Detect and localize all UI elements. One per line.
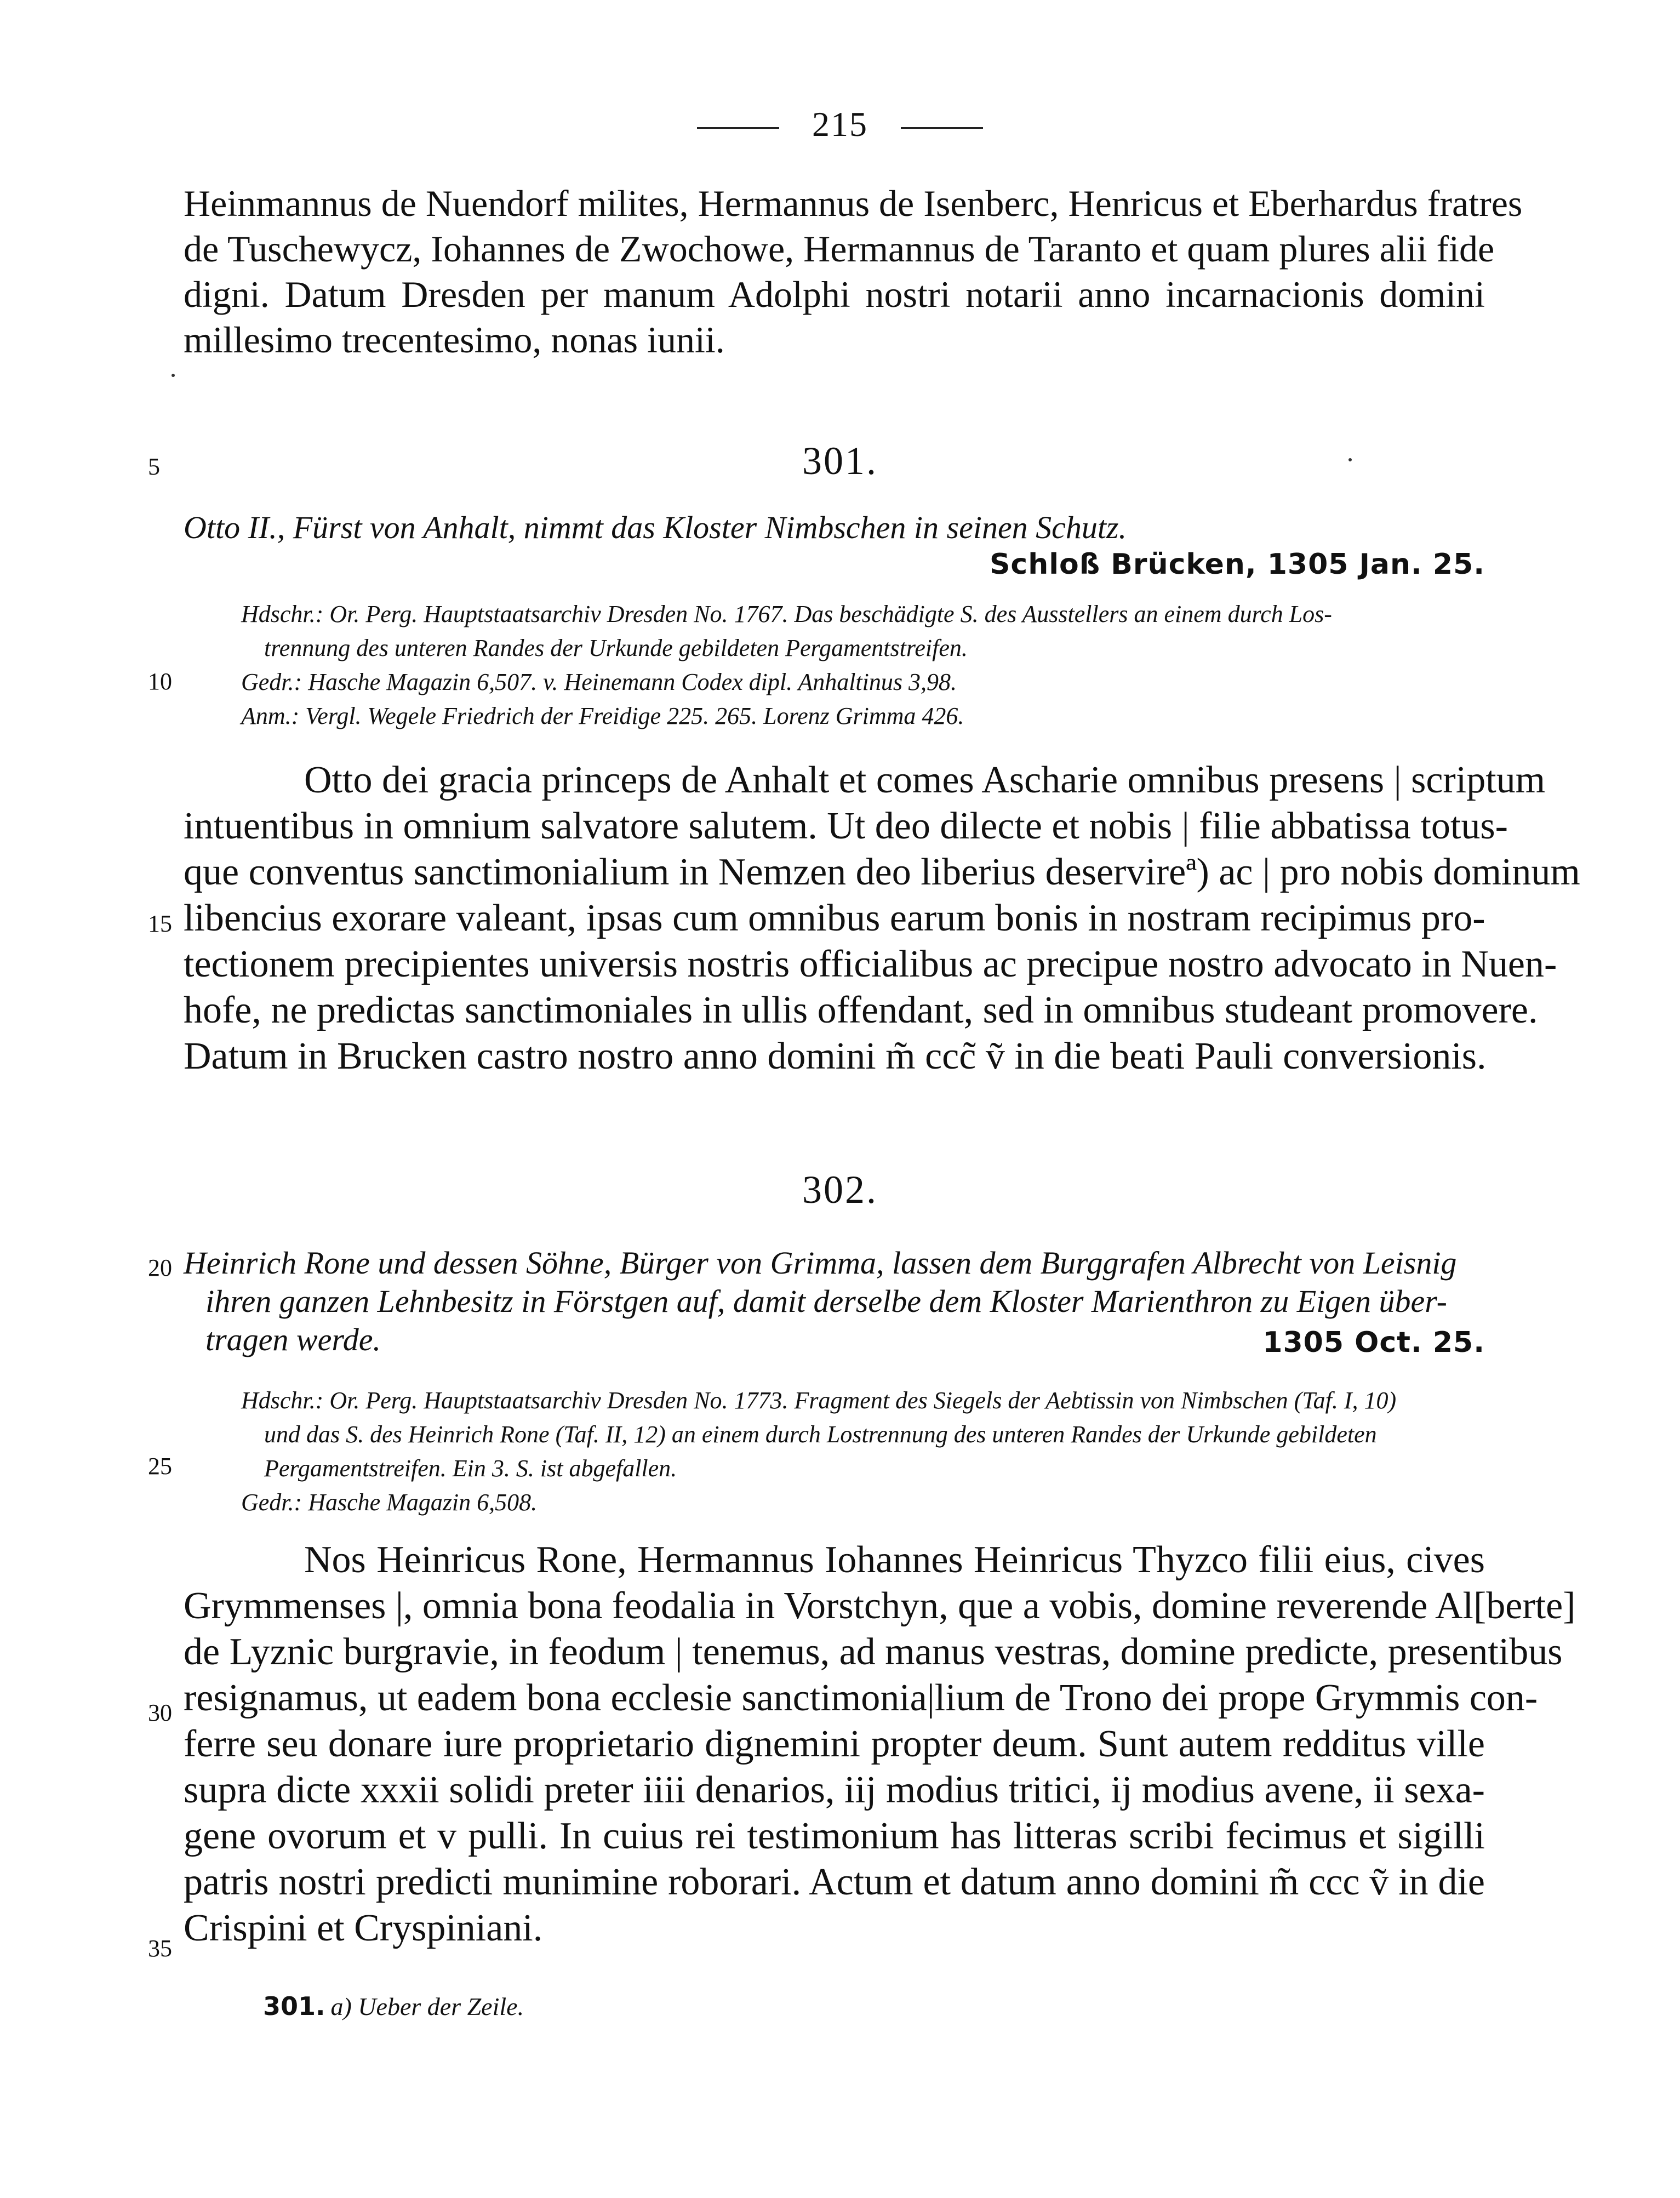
line-number: 15 <box>148 910 172 937</box>
line-number: 30 <box>148 1699 172 1726</box>
document-number-301: 301. <box>802 439 878 483</box>
footnote-text: a) Ueber der Zeile. <box>330 1993 524 2020</box>
text-line: hofe, ne predictas sanctimoniales in ullis offendant, sed in omnibus studeant promovere. <box>184 989 1538 1031</box>
apparatus-line: Gedr.: Hasche Magazin 6,507. v. Heinemann Codex dipl. Anhaltinus 3,98. <box>241 669 957 695</box>
apparatus-line: trennung des unteren Randes der Urkunde gebildeten Pergamentstreifen. <box>264 635 968 661</box>
line-number: 5 <box>148 453 160 480</box>
text-line: ferre seu donare iure proprietario dignemini propter deum. Sunt autem redditus ville <box>184 1723 1485 1765</box>
text-line: de Lyznic burgravie, in feodum | tenemus, ad manus vestras, domine predicte, presentibus <box>184 1631 1563 1673</box>
text-301 <box>184 757 1580 1080</box>
page-number: 215 <box>812 105 868 144</box>
apparatus-line: Gedr.: Hasche Magazin 6,508. <box>241 1489 538 1516</box>
line-number: 25 <box>148 1453 172 1480</box>
text-302 <box>184 1537 1576 1951</box>
apparatus-line: Hdschr.: Or. Perg. Hauptstaatsarchiv Dresden No. 1767. Das beschädigte S. des Ausstellers an einem durch Los- <box>241 601 1332 627</box>
apparatus-302 <box>241 1384 1485 1520</box>
text-line: supra dicte xxxii solidi preter iiii denarios, iij modius tritici, ij modius avene, ii sexa- <box>184 1769 1485 1811</box>
text-line: Crispini et Cryspiniani. <box>184 1907 543 1949</box>
margin-speck <box>172 374 175 377</box>
document-number-302: 302. <box>802 1168 878 1212</box>
apparatus-301 <box>241 597 1485 733</box>
footnote-ref: 301. <box>263 1991 325 2021</box>
footnote <box>263 1991 524 2021</box>
apparatus-line: Anm.: Vergl. Wegele Friedrich der Freidige 225. 265. Lorenz Grimma 426. <box>241 703 964 729</box>
line-number: 20 <box>148 1254 172 1281</box>
date-301: Schloß Brücken, 1305 Jan. 25. <box>989 548 1485 581</box>
text-line: intuentibus in omnium salvatore salutem. Ut deo dilecte et nobis | filie abbatissa totus- <box>184 805 1508 847</box>
header-rule-right <box>901 127 983 129</box>
paragraph-line: de Tuschewycz, Iohannes de Zwochowe, Hermannus de Taranto et quam plures alii fide <box>184 228 1495 270</box>
text-line: gene ovorum et v pulli. In cuius rei testimonium has litteras scribi fecimus et sigilli <box>184 1815 1485 1857</box>
apparatus-line: Hdschr.: Or. Perg. Hauptstaatsarchiv Dresden No. 1773. Fragment des Siegels der Aebtissin von Nimbschen (Taf. I, 10) <box>241 1387 1397 1414</box>
header-rule-left <box>697 127 779 129</box>
paragraph-line: digni. Datum Dresden per manum Adolphi nostri notarii anno incarnacionis domini <box>184 273 1485 315</box>
regest-line: Heinrich Rone und dessen Söhne, Bürger von Grimma, lassen dem Burggrafen Albrecht von Leisnig <box>184 1245 1457 1281</box>
regest-301: Otto II., Fürst von Anhalt, nimmt das Kloster Nimbschen in seinen Schutz. <box>184 510 1127 545</box>
text-line: patris nostri predicti munimine roborari. Actum et datum anno domini m̃ ccc ṽ in die <box>184 1861 1485 1903</box>
paragraph-line: millesimo trecentesimo, nonas iunii. <box>184 319 725 361</box>
page-header <box>0 104 1680 145</box>
text-line: Otto dei gracia princeps de Anhalt et comes Ascharie omnibus presens | scriptum <box>304 759 1546 801</box>
line-number: 10 <box>148 668 172 695</box>
paragraph-line: Heinmannus de Nuendorf milites, Hermannus de Isenberc, Henricus et Eberhardus fratres <box>184 182 1523 224</box>
apparatus-line: und das S. des Heinrich Rone (Taf. II, 12) an einem durch Lostrennung des unteren Randes der Urkunde gebildeten <box>264 1421 1377 1448</box>
opening-paragraph <box>184 181 1523 363</box>
text-line: Datum in Brucken castro nostro anno domini m̃ ccc̃ ṽ in die beati Pauli conversionis. <box>184 1035 1487 1077</box>
text-line: que conventus sanctimonialium in Nemzen deo liberius deservireª) ac | pro nobis dominum <box>184 851 1580 893</box>
line-number: 35 <box>148 1935 172 1962</box>
text-line: Nos Heinricus Rone, Hermannus Iohannes Heinricus Thyzco filii eius, cives <box>304 1539 1485 1581</box>
text-line: tectionem precipientes universis nostris officialibus ac precipue nostro advocato in Nuen- <box>184 943 1557 985</box>
text-line: Grymmenses |, omnia bona feodalia in Vorstchyn, que a vobis, domine reverende Al[berte] <box>184 1585 1576 1627</box>
regest-line: tragen werde. <box>205 1322 381 1357</box>
apparatus-line: Pergamentstreifen. Ein 3. S. ist abgefallen. <box>264 1455 677 1482</box>
text-line: resignamus, ut eadem bona ecclesie sanctimonia|lium de Trono dei prope Grymmis con- <box>184 1677 1538 1719</box>
regest-line: ihren ganzen Lehnbesitz in Förstgen auf, damit derselbe dem Kloster Marienthron zu Eigen über- <box>205 1283 1447 1319</box>
date-302: 1305 Oct. 25. <box>1262 1326 1485 1359</box>
text-line: libencius exorare valeant, ipsas cum omnibus earum bonis in nostram recipimus pro- <box>184 897 1485 939</box>
